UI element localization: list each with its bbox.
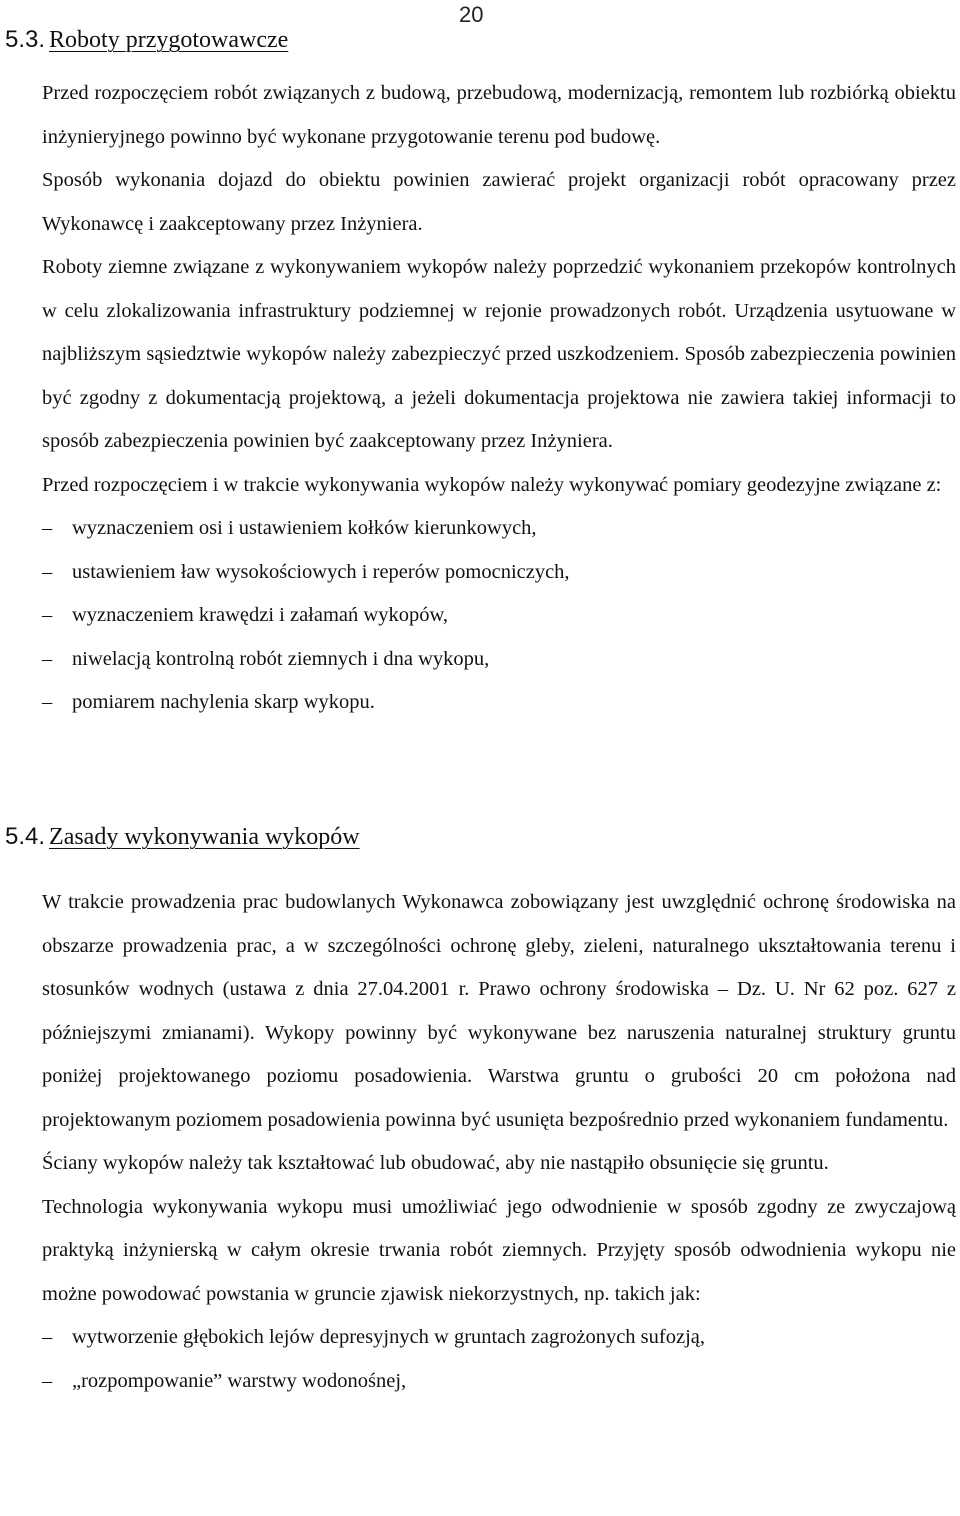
list-item-text: wyznaczeniem osi i ustawieniem kołków kierunkowych, <box>72 517 537 539</box>
list-item <box>42 507 956 551</box>
paragraph: Technologia wykonywania wykopu musi umożliwiać jego odwodnienie w sposób zgodny ze zwyczajową praktyką inżynierską w całym okresie trwania robót ziemnych. Przyjęty sposób odwodnienia wykopu nie możne powodować powstania w gruncie zjawisk niekorzystnych, np. takich jak: <box>42 1195 956 1305</box>
section-title: Zasady wykonywania wykopów <box>49 824 360 850</box>
paragraph: W trakcie prowadzenia prac budowlanych Wykonawca zobowiązany jest uwzględnić ochronę środowiska na obszarze prowadzenia prac, a w szczególności ochronę gleby, zieleni, naturalnego ukształtowania terenu i stosunków wodnych (ustawa z dnia 27.04.2001 r. Prawo ochrony środowiska – Dz. U. Nr 62 poz. 627 z późniejszymi zmianami). Wykopy powinny być wykonywane bez naruszenia naturalnej struktury gruntu poniżej projektowanego poziomu posadowienia. Warstwa gruntu o grubości 20 cm położona nad projektowanym poziomem posadowienia powinna być usunięta bezpośrednio przed wykonaniem fundamentu. <box>42 891 956 1131</box>
list-item <box>42 594 956 638</box>
section-5-4-body <box>42 881 956 1403</box>
section-heading-5-3 <box>5 26 288 54</box>
list-dash: – <box>42 647 53 670</box>
list-item <box>42 638 956 682</box>
list-dash: – <box>42 604 53 626</box>
list-item <box>42 1316 956 1360</box>
list-item-text: pomiarem nachylenia skarp wykopu. <box>72 691 375 713</box>
list-dash: – <box>42 691 53 713</box>
section-5-3-body <box>42 72 956 725</box>
paragraph: Roboty ziemne związane z wykonywaniem wykopów należy poprzedzić wykonaniem przekopów kontrolnych w celu zlokalizowania infrastruktury podziemnej w rejonie prowadzonych robót. Urządzenia usytuowane w najbliższym sąsiedztwie wykopów należy zabezpieczyć przed uszkodzeniem. Sposób zabezpieczenia powinien być zgodny z dokumentacją projektową, a jeżeli dokumentacja projektowa nie zawiera takiej informacji to sposób zabezpieczenia powinien być zaakceptowany przez Inżyniera. <box>42 256 956 452</box>
list-item-text: wytworzenie głębokich lejów depresyjnych w gruntach zagrożonych sufozją, <box>72 1326 705 1348</box>
list-item-text: niwelacją kontrolną robót ziemnych i dna wykopu, <box>72 647 490 670</box>
list-dash: – <box>42 560 53 583</box>
paragraph: Sposób wykonania dojazd do obiektu powinien zawierać projekt organizacji robót opracowany przez Wykonawcę i zaakceptowany przez Inżyniera. <box>42 169 956 235</box>
section-number: 5.3. <box>5 26 46 53</box>
page-number: 20 <box>459 2 484 27</box>
section-title: Roboty przygotowawcze <box>49 27 289 53</box>
list-item <box>42 1360 956 1404</box>
section-heading-5-4 <box>5 823 360 851</box>
list-item-text: „rozpompowanie” warstwy wodonośnej, <box>72 1369 407 1392</box>
paragraph: Ściany wykopów należy tak kształtować lub obudować, aby nie nastąpiło obsunięcie się gruntu. <box>42 1152 829 1174</box>
list-dash: – <box>42 1369 53 1392</box>
paragraph: Przed rozpoczęciem i w trakcie wykonywania wykopów należy wykonywać pomiary geodezyjne związane z: <box>42 473 942 496</box>
list-item <box>42 551 956 595</box>
paragraph: Przed rozpoczęciem robót związanych z budową, przebudową, modernizacją, remontem lub rozbiórką obiektu inżynieryjnego powinno być wykonane przygotowanie terenu pod budowę. <box>42 82 956 148</box>
list-dash: – <box>42 1326 53 1348</box>
list-dash: – <box>42 517 53 539</box>
section-number: 5.4. <box>5 823 46 850</box>
list-item-text: ustawieniem ław wysokościowych i reperów pomocniczych, <box>72 560 570 583</box>
list-item-text: wyznaczeniem krawędzi i załamań wykopów, <box>72 604 449 626</box>
list-item <box>42 681 956 725</box>
